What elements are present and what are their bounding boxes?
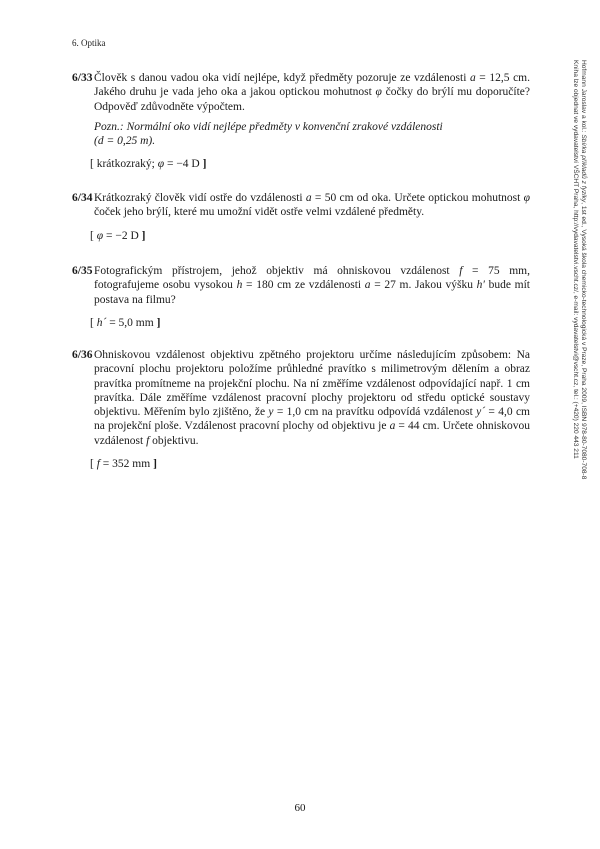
- citation-line-1: Hofmann Jaroslav a kol.: Sbírka příkladů z fyziky, 1st ed., Vysoká škola chemicko-technologická v Praze, Praha 2009, ISBN 978-80-7080-708-8: [580, 60, 587, 480]
- problem-text: Ohniskovou vzdálenost objektivu zpětného projektoru určíme následujícím způsobem: Na pracovní plochu projektoru položíme průhledné pravítko s milimetrovým dělením a obraz pravítka promítneme na projekční plochu. Na ní změříme vzdálenost odpovídající např. 1 cm pravítka. Dále změříme vzdálenost pracovní plochy projektoru od středu optické soustavy objektivu. Měřením bylo zjištěno, že y = 1,0 cm na pravítku odpovídá vzdálenost y´ = 4,0 cm na projekční ploše. Vzdálenost pracovní plochy od objektivu je a = 44 cm. Určete ohniskovou vzdálenost f objektivu.: [94, 349, 530, 447]
- problem-note: Pozn.: Normální oko vidí nejlépe předměty v konvenční zrakové vzdálenosti (d = 0,25 m).: [94, 120, 443, 148]
- running-head: 6. Optika: [72, 38, 106, 48]
- problem-6-36: [72, 348, 530, 471]
- problem-answer: [ krátkozraký; φ = −4 D ]: [90, 158, 207, 171]
- side-citation: [565, 60, 585, 640]
- problem-number: 6/36: [72, 349, 93, 361]
- page-number: 60: [294, 802, 306, 814]
- problem-6-33: [72, 71, 530, 172]
- problem-text: Krátkozraký člověk vidí ostře do vzdálenosti a = 50 cm od oka. Určete optickou mohutnost φ čoček jeho brýlí, které mu umožní vidět ostře velmi vzdálené předměty.: [94, 192, 530, 219]
- problem-6-34: [72, 191, 530, 243]
- problem-text: Fotografickým přístrojem, jehož objektiv má ohniskovou vzdálenost f = 75 mm, fotografujeme osobu vysokou h = 180 cm ze vzdálenosti a = 27 m. Jakou výšku h′ bude mít postava na filmu?: [94, 265, 530, 306]
- side-citation-text: [570, 60, 587, 640]
- problem-answer: [ h´ = 5,0 mm ]: [90, 316, 161, 329]
- problem-answer: [ f = 352 mm ]: [90, 458, 157, 471]
- problem-number: 6/33: [72, 72, 93, 84]
- problem-6-35: [72, 264, 530, 330]
- problem-answer: [ φ = −2 D ]: [90, 229, 146, 242]
- problem-number: 6/35: [72, 265, 93, 277]
- problem-text: Člověk s danou vadou oka vidí nejlépe, když předměty pozoruje ze vzdálenosti a = 12,5 cm. Jakého druhu je vada jeho oka a jakou optickou mohutnost φ čočky do brýlí mu doporučíte? Odpověď zdůvodněte výpočtem.: [94, 72, 531, 113]
- problem-number: 6/34: [72, 192, 93, 204]
- citation-line-2: Kniha lze objednat ve vydavatelství VŠCHT Praha, http://vydavatelstvi.vscht.cz/, e-mail: vydavatelstvi@vscht.cz, tel.: (+420) 220 443 211: [571, 60, 579, 459]
